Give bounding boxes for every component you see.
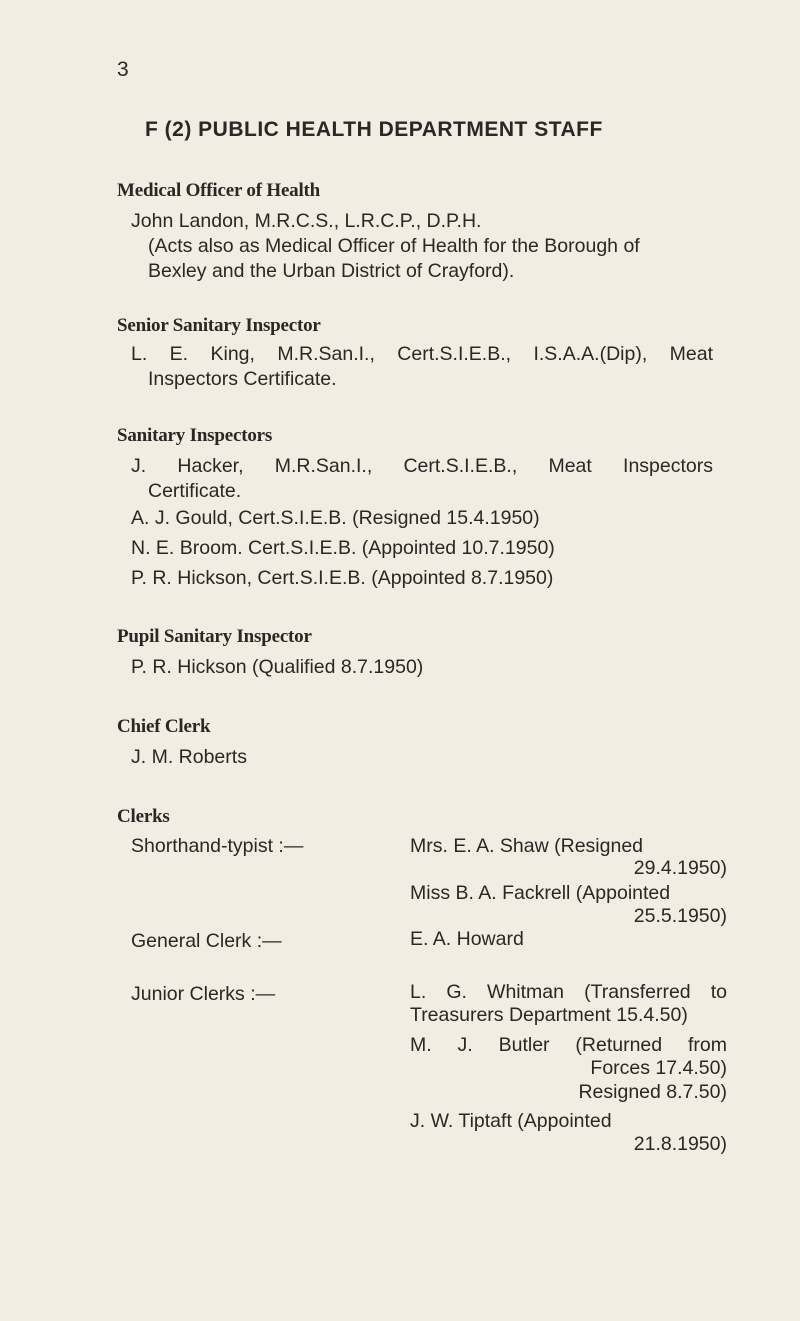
medical-officer-name: John Landon, M.R.C.S., L.R.C.P., D.P.H. (131, 210, 482, 232)
clerk-whitman-line-2: Treasurers Department 15.4.50) (410, 1004, 688, 1026)
pupil-inspector-entry: P. R. Hickson (Qualified 8.7.1950) (131, 656, 424, 678)
clerk-role-general: General Clerk :— (131, 930, 282, 952)
section-heading-sanitary-inspectors: Sanitary Inspectors (117, 425, 273, 446)
sanitary-inspector-entry-1-line-1: J. Hacker, M.R.San.I., Cert.S.I.E.B., Meat Inspectors (131, 455, 713, 477)
clerk-fackrell-line-1: Miss B. A. Fackrell (Appointed (410, 882, 671, 904)
clerk-tiptaft-line-2: 21.8.1950) (633, 1133, 727, 1155)
clerk-butler-line-3: Resigned 8.7.50) (578, 1081, 727, 1103)
clerk-whitman-line-1: L. G. Whitman (Transferred to (410, 981, 727, 1003)
clerk-role-junior: Junior Clerks :— (131, 983, 276, 1005)
section-heading-medical-officer: Medical Officer of Health (117, 180, 321, 201)
clerk-howard: E. A. Howard (410, 928, 524, 950)
clerk-role-shorthand-typist: Shorthand-typist :— (131, 835, 304, 857)
chief-clerk-entry: J. M. Roberts (131, 746, 247, 768)
sanitary-inspector-entry-3: N. E. Broom. Cert.S.I.E.B. (Appointed 10.7.1950) (131, 537, 555, 559)
section-heading-clerks: Clerks (117, 806, 170, 827)
clerk-tiptaft-line-1: J. W. Tiptaft (Appointed (410, 1110, 612, 1132)
section-heading-senior-inspector: Senior Sanitary Inspector (117, 315, 321, 336)
senior-inspector-line-1: L. E. King, M.R.San.I., Cert.S.I.E.B., I.S.A.A.(Dip), Meat (131, 343, 713, 365)
sanitary-inspector-entry-1-line-2: Certificate. (148, 480, 242, 502)
clerk-shaw-line-2: 29.4.1950) (633, 857, 727, 879)
clerk-butler-line-2: Forces 17.4.50) (590, 1057, 727, 1079)
clerk-shaw-line-1: Mrs. E. A. Shaw (Resigned (410, 835, 644, 857)
sanitary-inspector-entry-4: P. R. Hickson, Cert.S.I.E.B. (Appointed 8.7.1950) (131, 567, 554, 589)
page-title: F (2) PUBLIC HEALTH DEPARTMENT STAFF (145, 118, 603, 141)
medical-officer-note-line-2: Bexley and the Urban District of Crayford). (148, 260, 515, 282)
section-heading-chief-clerk: Chief Clerk (117, 716, 211, 737)
clerk-fackrell-line-2: 25.5.1950) (633, 905, 727, 927)
senior-inspector-line-2: Inspectors Certificate. (148, 368, 337, 390)
medical-officer-note-line-1: (Acts also as Medical Officer of Health for the Borough of (148, 235, 640, 257)
section-heading-pupil-inspector: Pupil Sanitary Inspector (117, 626, 312, 647)
sanitary-inspector-entry-2: A. J. Gould, Cert.S.I.E.B. (Resigned 15.4.1950) (131, 507, 540, 529)
clerk-butler-line-1: M. J. Butler (Returned from (410, 1034, 727, 1056)
page-number: 3 (117, 58, 129, 81)
